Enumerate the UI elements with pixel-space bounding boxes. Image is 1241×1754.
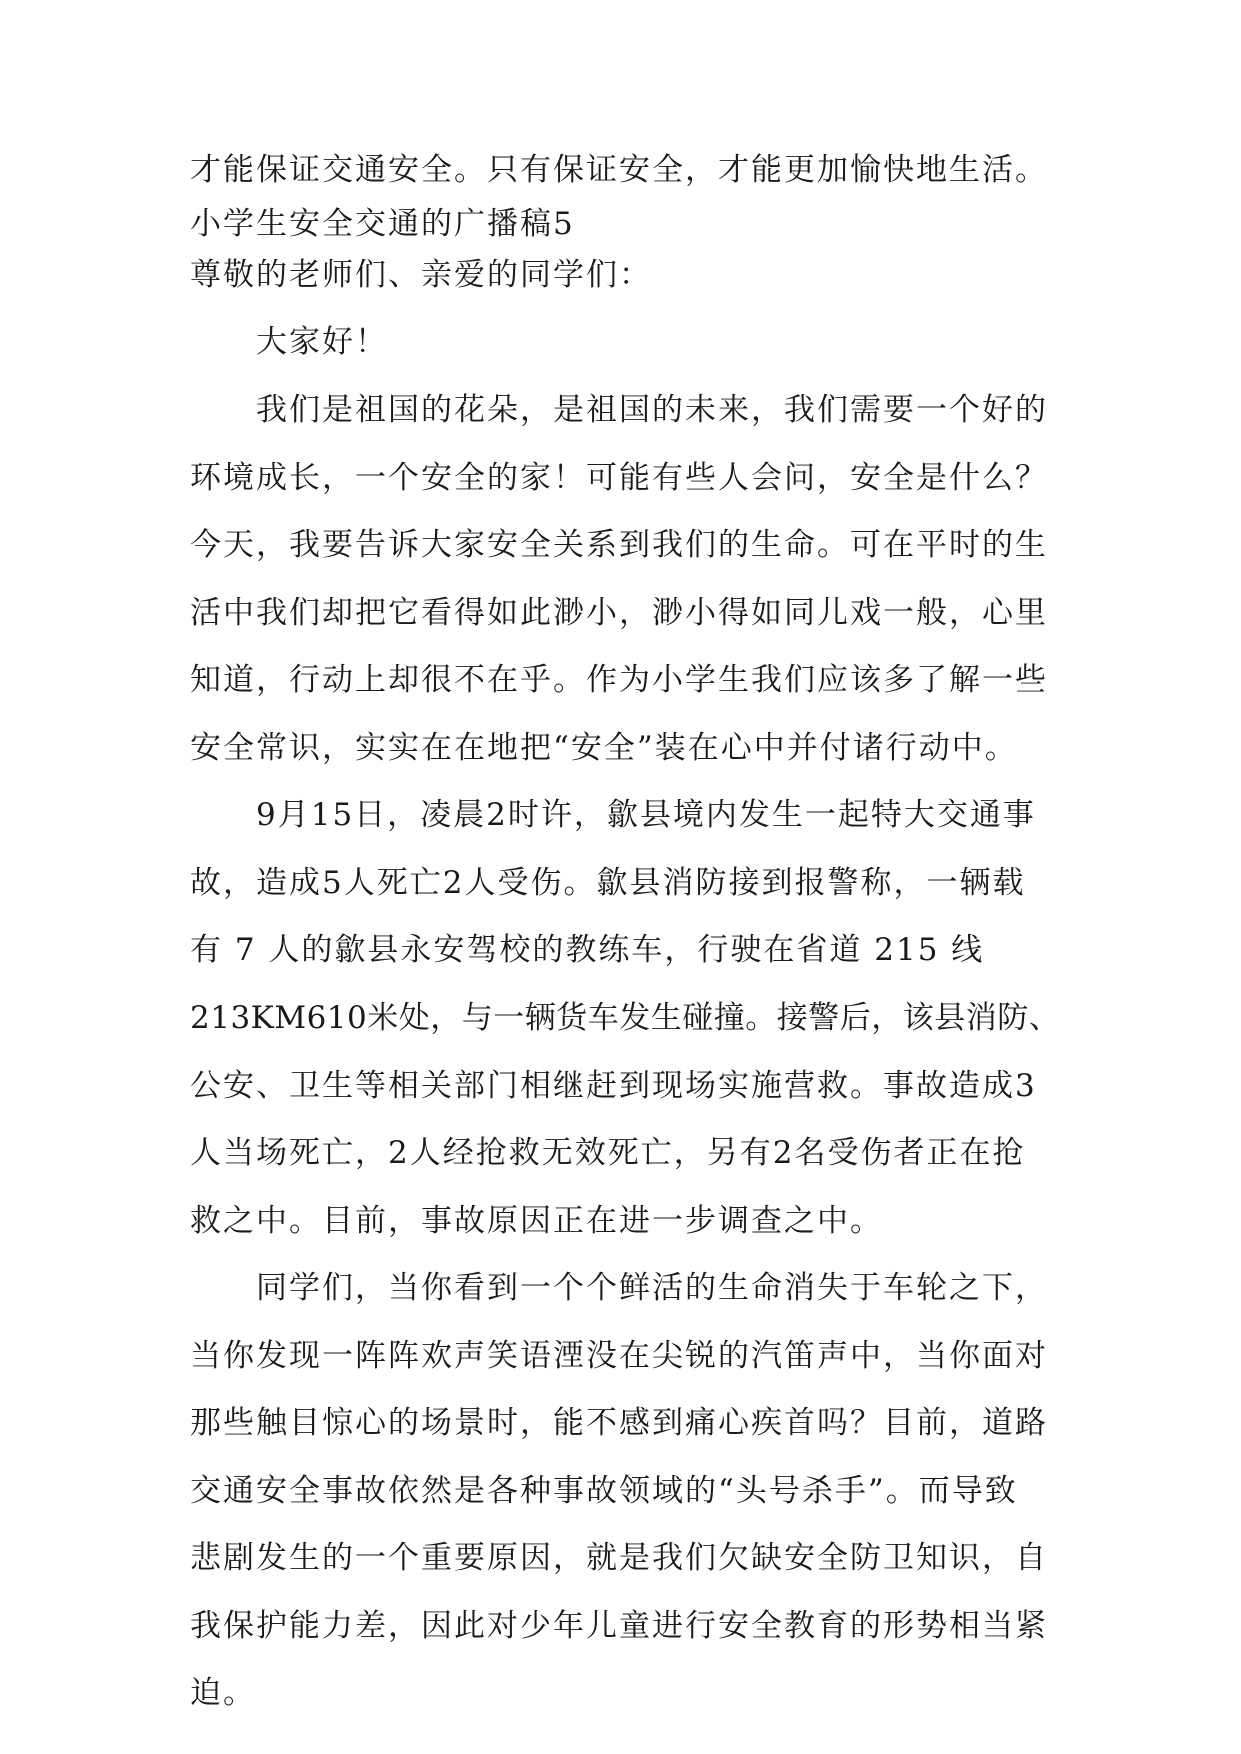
paragraph-line: 人当场死亡，2人经抢救无效死亡，另有2名受伤者正在抢 [190,1135,1026,1171]
paragraph-line: 213KM610米处，与一辆货车发生碰撞。接警后，该县消防、 [190,1000,1061,1036]
paragraph-line: 救之中。目前，事故原因正在进一步调查之中。 [190,1203,883,1239]
paragraph-line: 我们是祖国的花朵，是祖国的未来，我们需要一个好的 [256,392,1048,428]
paragraph-line: 故，造成5人死亡2人受伤。歙县消防接到报警称，一辆载 [190,865,1026,901]
greeting: 大家好！ [256,324,388,360]
paragraph-line: 迫。 [190,1675,256,1711]
section-heading: 小学生安全交通的广播稿5 [190,206,575,242]
paragraph-line: 同学们，当你看到一个个鲜活的生命消失于车轮之下， [256,1270,1048,1306]
salutation: 尊敬的老师们、亲爱的同学们： [190,257,652,293]
paragraph-line: 那些触目惊心的场景时，能不感到痛心疾首吗？目前，道路 [190,1405,1048,1441]
paragraph-line: 交通安全事故依然是各种事故领域的“头号杀手”。而导致 [190,1473,1018,1509]
paragraph-line: 环境成长，一个安全的家！可能有些人会问，安全是什么？ [190,460,1048,496]
paragraph-line: 当你发现一阵阵欢声笑语湮没在尖锐的汽笛声中，当你面对 [190,1338,1048,1374]
paragraph-line: 我保护能力差，因此对少年儿童进行安全教育的形势相当紧 [190,1608,1048,1644]
paragraph-line: 今天，我要告诉大家安全关系到我们的生命。可在平时的生 [190,527,1048,563]
paragraph-line: 活中我们却把它看得如此渺小，渺小得如同儿戏一般，心里 [190,595,1048,631]
paragraph-line: 悲剧发生的一个重要原因，就是我们欠缺安全防卫知识，自 [190,1540,1048,1576]
text-line: 才能保证交通安全。只有保证安全，才能更加愉快地生活。 [190,152,1048,188]
paragraph-line: 知道，行动上却很不在乎。作为小学生我们应该多了解一些 [190,662,1048,698]
paragraph-line: 9月15日，凌晨2时许，歙县境内发生一起特大交通事 [256,797,1036,833]
paragraph-line: 公安、卫生等相关部门相继赶到现场实施营救。事故造成3 [190,1068,1037,1104]
paragraph-line: 安全常识，实实在在地把“安全”装在心中并付诸行动中。 [190,730,1018,766]
paragraph-line: 有 7 人的歙县永安驾校的教练车，行驶在省道 215 线 [190,932,985,968]
